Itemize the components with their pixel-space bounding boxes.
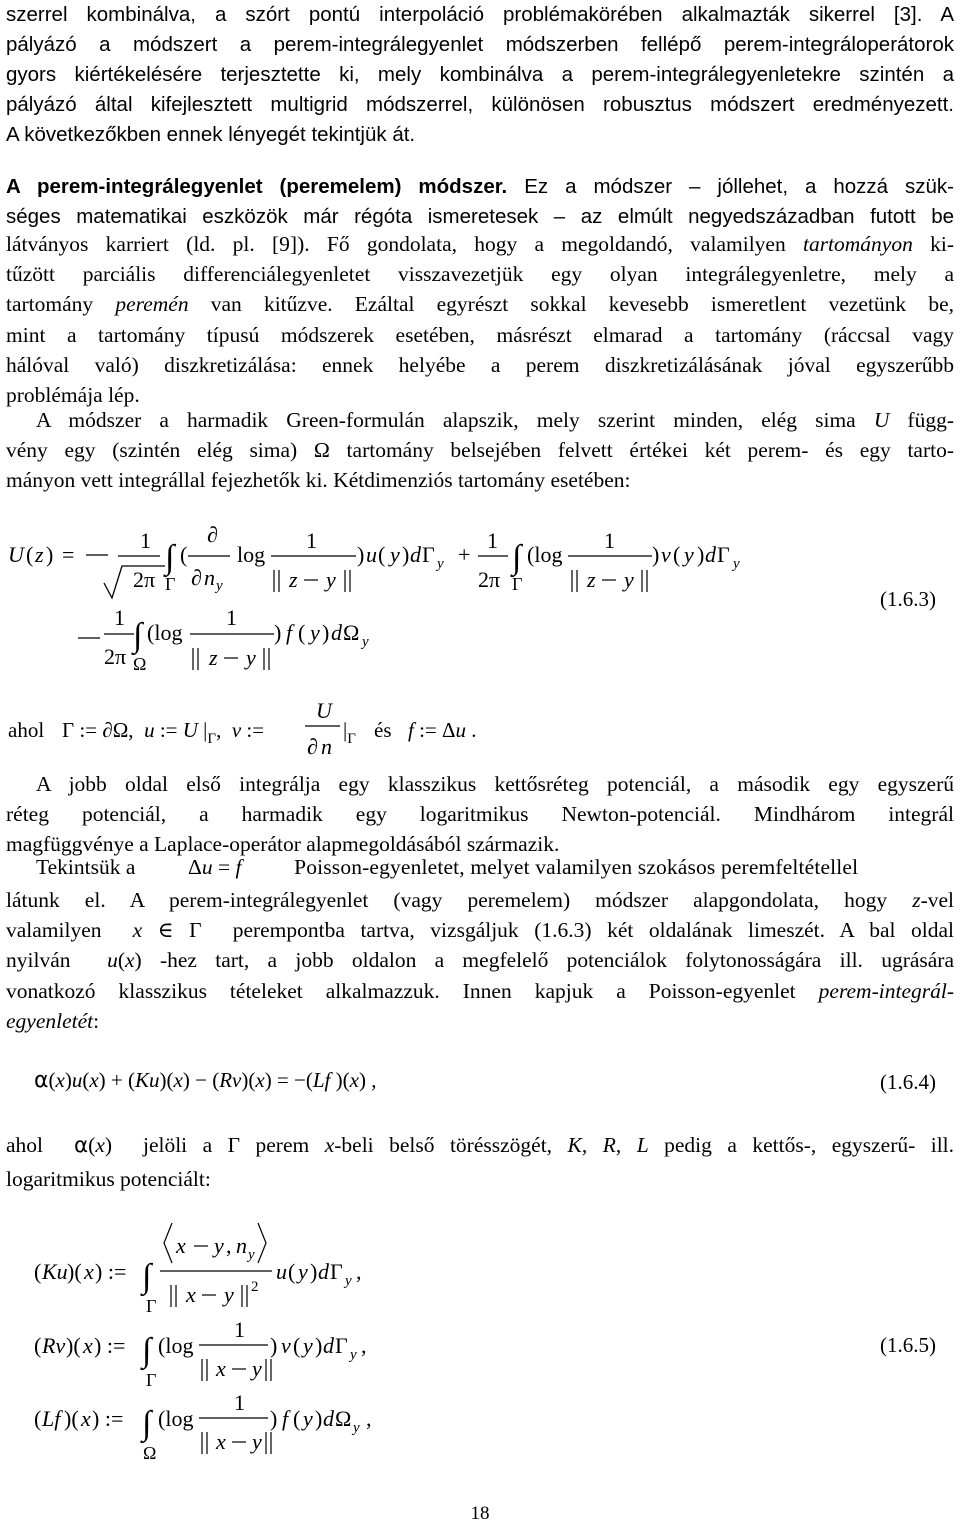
intro-line-2: pályázó a módszert a perem-integrálegyenlet módszerben fellépő perem-integráloperátorok [6,33,954,56]
svg-text:(: ( [34,1259,42,1284]
page-number: 18 [470,1503,490,1524]
svg-text:y: y [216,578,223,594]
svg-text:) :=: ) := [92,1406,124,1431]
para1-line-8: problémája lép. [6,382,140,407]
svg-text:2π: 2π [104,644,127,669]
symbol-z: z [912,888,921,912]
ahol-formula-1: Γ := ∂Ω, u := U $|_\Gamma$, v := [62,718,265,747]
intro-line-5: A következőkben ennek lényegét tekintjük át. [6,123,416,146]
para4-l4b: -hez tart, a jobb oldalon a megfelelő potenciálok folytonosságára ill. ugrására [159,948,955,973]
section-heading: A perem-integrálegyenlet (peremelem) módszer. [6,175,508,198]
svg-text:y: y [390,542,400,567]
para5-l1h: , [615,1133,637,1157]
para4-l3b: perempontba tartva, vizsgáljuk (1.6.3) két oldalának limeszét. A bal oldal [232,918,955,943]
svg-text:∫: ∫ [142,1405,152,1442]
svg-text:+: + [458,542,471,567]
svg-text:v: v [281,1333,291,1358]
svg-text:(log: (log [158,1333,194,1358]
svg-text:)(: )( [64,1406,79,1431]
alpha-of-x: α(x) [73,1133,128,1158]
svg-text:f: f [282,1406,289,1431]
para1-l5c: van kitűzve. Ezáltal egyrészt sokkal kevesebb ismeretlent vezetünk be, [188,292,954,317]
svg-text:): ) [402,542,410,567]
para2-line-1 [6,405,954,435]
para1-line-6: mint a tartomány típusú módszerek esetében, másrészt elmarad a tartomány (ráccsal vagy [6,322,954,347]
svg-text:): ) [270,1406,278,1431]
svg-text:(: ( [34,1406,42,1431]
svg-text:1: 1 [234,1390,245,1415]
svg-text:Γ: Γ [717,542,730,567]
equation-1-6-3 [0,510,960,690]
svg-text:Lf: Lf [42,1406,61,1431]
svg-text:(: ( [293,1406,301,1431]
equation-1-6-3-svg [0,510,960,690]
svg-text:Ku: Ku [42,1259,68,1284]
svg-text:z: z [209,645,218,670]
svg-text:x: x [186,1282,196,1307]
svg-text:Rv: Rv [42,1333,66,1358]
svg-text:2: 2 [251,1279,259,1295]
svg-text:y: y [214,1233,224,1258]
para1-l5a: tartomány [6,292,116,317]
svg-text:(: ( [378,542,386,567]
svg-text:n: n [236,1233,247,1258]
svg-text:y: y [224,1282,234,1307]
symbol-x: x [324,1133,335,1157]
para4-l4a: nyilván [6,948,71,973]
alpha-paragraph [6,1130,954,1194]
svg-text:y: y [624,567,634,592]
equation-1-6-4 [0,1062,960,1102]
svg-text:1: 1 [306,528,317,553]
para1-line-7: hálóval való) diszkretizálása: ennek helyébe a perem diszkretizálásának jóval egyszerűbb [6,352,954,377]
svg-text:n: n [321,734,332,759]
es-word: és [374,718,392,742]
para2-l1c: függ- [889,408,955,432]
svg-text:x: x [81,1406,91,1431]
svg-text:(: ( [293,1333,301,1358]
svg-text:u: u [366,542,377,567]
ahol-definitions [0,696,960,766]
svg-text:) :=: ) := [94,1333,126,1358]
svg-text:1: 1 [226,605,237,630]
para1-line-4: tűzött parciális differenciálegyenletet visszavezetjük egy olyan integrálegyenletre, mely a [6,262,954,287]
svg-text:) :=: ) := [95,1259,127,1284]
svg-text:z: z [35,542,44,567]
svg-text:(log: (log [158,1406,194,1431]
svg-text:(log: (log [527,542,563,567]
emph-perem-integral: perem-integrál- [818,978,954,1003]
svg-text:Γ: Γ [165,574,176,594]
svg-text:d: d [410,542,421,567]
svg-text:d: d [323,1333,334,1358]
svg-text:y: y [252,1429,262,1454]
svg-text:y: y [345,1273,352,1289]
svg-text:v: v [661,542,671,567]
para5-line-1 [6,1130,954,1164]
svg-text:n: n [204,565,215,590]
svg-text:y: y [350,1347,357,1363]
svg-text:z: z [289,567,298,592]
svg-text:U: U [316,698,332,723]
svg-text:f: f [286,620,293,645]
svg-text:Ω: Ω [343,620,360,645]
svg-text:x: x [176,1233,186,1258]
svg-text:y: y [310,620,320,645]
intro-line-3: gyors kiértékelésére terjesztette ki, mely kombinálva a perem-integrálegyenletekre szintén a [6,63,954,86]
svg-text:): ) [270,1333,278,1358]
svg-text:∂: ∂ [207,522,218,547]
svg-text:(: ( [673,542,681,567]
para5-l1j: pedig a kettős-, egyszerű- ill. [648,1133,955,1157]
svg-text:Ω: Ω [133,654,147,674]
svg-text:y: y [303,1406,313,1431]
svg-text:2π: 2π [133,567,156,592]
u-of-x: u(x) [107,948,160,973]
emph-tartomanyon: tartományon [802,232,913,256]
svg-text:2π: 2π [478,567,501,592]
poisson-equation-inline: Δu = f [188,855,242,879]
svg-text:=: = [62,542,75,567]
svg-text:Ω: Ω [143,1443,157,1463]
svg-text:d: d [323,1406,334,1431]
svg-text:x: x [83,1333,93,1358]
svg-text:y: y [437,556,444,572]
svg-text:Ω: Ω [335,1406,352,1431]
svg-text:(: ( [288,1259,296,1284]
para4-l1a: Tekintsük a [36,855,136,879]
para4-l6b: : [93,1008,100,1033]
svg-text:)(: )( [67,1259,82,1284]
para3-line-3: magfüggvénye a Laplace-operátor alapmegoldásából származik. [6,832,560,857]
para4-line-4 [6,945,954,975]
svg-text:(: ( [180,542,188,567]
para4-l2c: -vel [920,888,954,912]
symbol-U: U [873,408,890,432]
para4-line-3 [6,915,954,945]
para4-line-1 [6,852,954,885]
para5-l1d: -beli belső törésszögét, [334,1133,568,1157]
svg-text:,: , [226,1233,232,1258]
svg-text:,: , [366,1406,372,1431]
svg-text:)(: )( [66,1333,81,1358]
svg-text:(: ( [298,620,306,645]
svg-text:∫: ∫ [142,1332,152,1369]
equation-number-1-6-4: (1.6.4) [880,1070,936,1094]
svg-text:1: 1 [604,528,615,553]
intro-line-4: pályázó által kifejlesztett multigrid módszerrel, különösen robusztus módszert eredményezett. [6,93,954,116]
svg-text:): ) [274,620,282,645]
para4-l5a: vonatkozó klasszikus tételeket alkalmazzuk. Innen kapjuk a Poisson-egyenlet [6,978,819,1003]
svg-text:(: ( [34,1333,42,1358]
svg-text:): ) [652,542,660,567]
para1-line-3 [6,229,954,259]
svg-text:Γ: Γ [146,1370,157,1390]
potential-description-paragraph [6,769,954,860]
svg-text:Γ: Γ [512,574,523,594]
svg-text:y: y [303,1333,313,1358]
svg-text:y: y [684,542,694,567]
svg-text:∂: ∂ [307,734,318,759]
symbol-L: L [636,1133,649,1157]
svg-text:,: , [361,1333,367,1358]
svg-text:Γ: Γ [146,1296,157,1316]
svg-text:u: u [276,1259,287,1284]
svg-text:): ) [322,620,330,645]
svg-text:y: y [362,634,369,650]
emph-egyenletet: egyenletét [6,1008,94,1033]
para4-l3a: valamilyen [6,918,102,943]
para4-l2a: látunk el. A perem-integrálegyenlet (vagy peremelem) módszer alapgondolata, hogy [6,888,913,912]
symbol-R: R [602,1133,616,1157]
svg-text:1: 1 [140,528,151,553]
svg-text:): ) [315,1333,323,1358]
svg-text:(: ( [26,542,34,567]
svg-text:Γ: Γ [422,542,435,567]
svg-text:y: y [248,1247,255,1263]
para3-line-2: réteg potenciál, a harmadik egy logaritmikus Newton-potenciál. Mindhárom integrál [6,802,954,827]
svg-text:U: U [8,542,24,567]
svg-text:∂: ∂ [191,565,202,590]
equation-1-6-4-body: α(x)u(x) + (Ku)(x) − (Rv)(x) = −(Lf )(x) , [34,1068,377,1093]
para1-line-1-text: Ez a módszer – jóllehet, a hozzá szük- [524,175,954,198]
peremelem-paragraph-serif [6,229,954,410]
para1-l3c: ki- [912,232,954,256]
svg-text:x: x [84,1259,94,1284]
svg-text:log: log [237,542,266,567]
svg-text:Γ: Γ [330,1259,343,1284]
svg-text:x: x [216,1356,226,1381]
para1-l3a: látványos karriert (ld. pl. [9]). Fő gondolata, hogy a megoldandó, valamilyen [6,232,803,256]
peremelem-paragraph [6,172,954,232]
poisson-paragraph [6,852,954,1036]
svg-text:∫: ∫ [165,539,175,576]
equation-1-6-5-svg [0,1215,960,1475]
para5-l1b: jelöli a Γ perem [142,1133,325,1157]
para5-line-2: logaritmikus potenciált: [6,1167,211,1191]
svg-text:): ) [697,542,705,567]
svg-text:∫: ∫ [512,539,522,576]
svg-text:): ) [357,542,365,567]
svg-text:y: y [252,1356,262,1381]
svg-text:x: x [216,1429,226,1454]
svg-text:z: z [587,567,596,592]
intro-paragraph [6,0,954,150]
svg-text:y: y [326,567,336,592]
svg-text:d: d [331,620,342,645]
para2-l1a: A módszer a harmadik Green-formulán alapszik, mely szerint minden, elég sima [36,408,874,432]
svg-text:): ) [310,1259,318,1284]
para4-line-6 [6,1006,954,1036]
svg-text:1: 1 [487,528,498,553]
svg-text:): ) [46,542,54,567]
equation-1-6-5 [0,1215,960,1475]
svg-text:d: d [705,542,716,567]
para3-line-1: A jobb oldal első integrálja egy klasszikus kettősréteg potenciál, a második egy egyszerű [36,772,954,796]
para2-line-3: mányon vett integrállal fejezhetők ki. Kétdimenziós tartomány esetében: [6,468,631,493]
svg-text:(log: (log [147,620,183,645]
x-in-gamma: x ∈ Γ [132,918,218,943]
equation-number-1-6-5: (1.6.5) [880,1333,936,1357]
para4-line-5 [6,976,954,1006]
intro-line-1: szerrel kombinálva, a szórt pontú interpoláció problémakörében alkalmazták sikerrel [3]. A [6,3,954,26]
svg-text:Γ: Γ [335,1333,348,1358]
ahol-formula-3: f := Δu . [408,718,477,742]
svg-text:∫: ∫ [133,617,143,654]
para4-l1b: Poisson-egyenletet, melyet valamilyen szokásos peremfeltétellel [294,855,859,879]
para2-line-2: vény egy (szintén elég sima) Ω tartomány belsejében felvett értékei két perem- és egy tarto- [6,438,954,463]
svg-text:1: 1 [114,605,125,630]
para1-line-2: séges matematikai eszközök már régóta ismeretesek – az elmúlt negyedszázadban futott be [6,205,954,228]
green-formula-paragraph [6,405,954,496]
svg-text:y: y [298,1259,308,1284]
para4-line-2 [6,885,954,915]
svg-text:): ) [315,1406,323,1431]
svg-text:1: 1 [234,1317,245,1342]
svg-text:y: y [733,556,740,572]
symbol-K: K [567,1133,582,1157]
para1-line-5 [6,289,954,319]
svg-text:,: , [356,1259,362,1284]
svg-text:y: y [246,645,256,670]
svg-text:d: d [318,1259,329,1284]
para5-l1f: , [581,1133,603,1157]
ahol-word: ahol [8,718,45,742]
emph-peremen: peremén [115,292,189,317]
para1-line-1 [6,172,954,202]
svg-text:∫: ∫ [142,1258,152,1295]
ahol-formula-2: $|_\Gamma$ [343,718,356,747]
equation-number-1-6-3: (1.6.3) [880,587,936,611]
para5-l1a: ahol [6,1133,44,1157]
svg-text:y: y [353,1420,360,1436]
